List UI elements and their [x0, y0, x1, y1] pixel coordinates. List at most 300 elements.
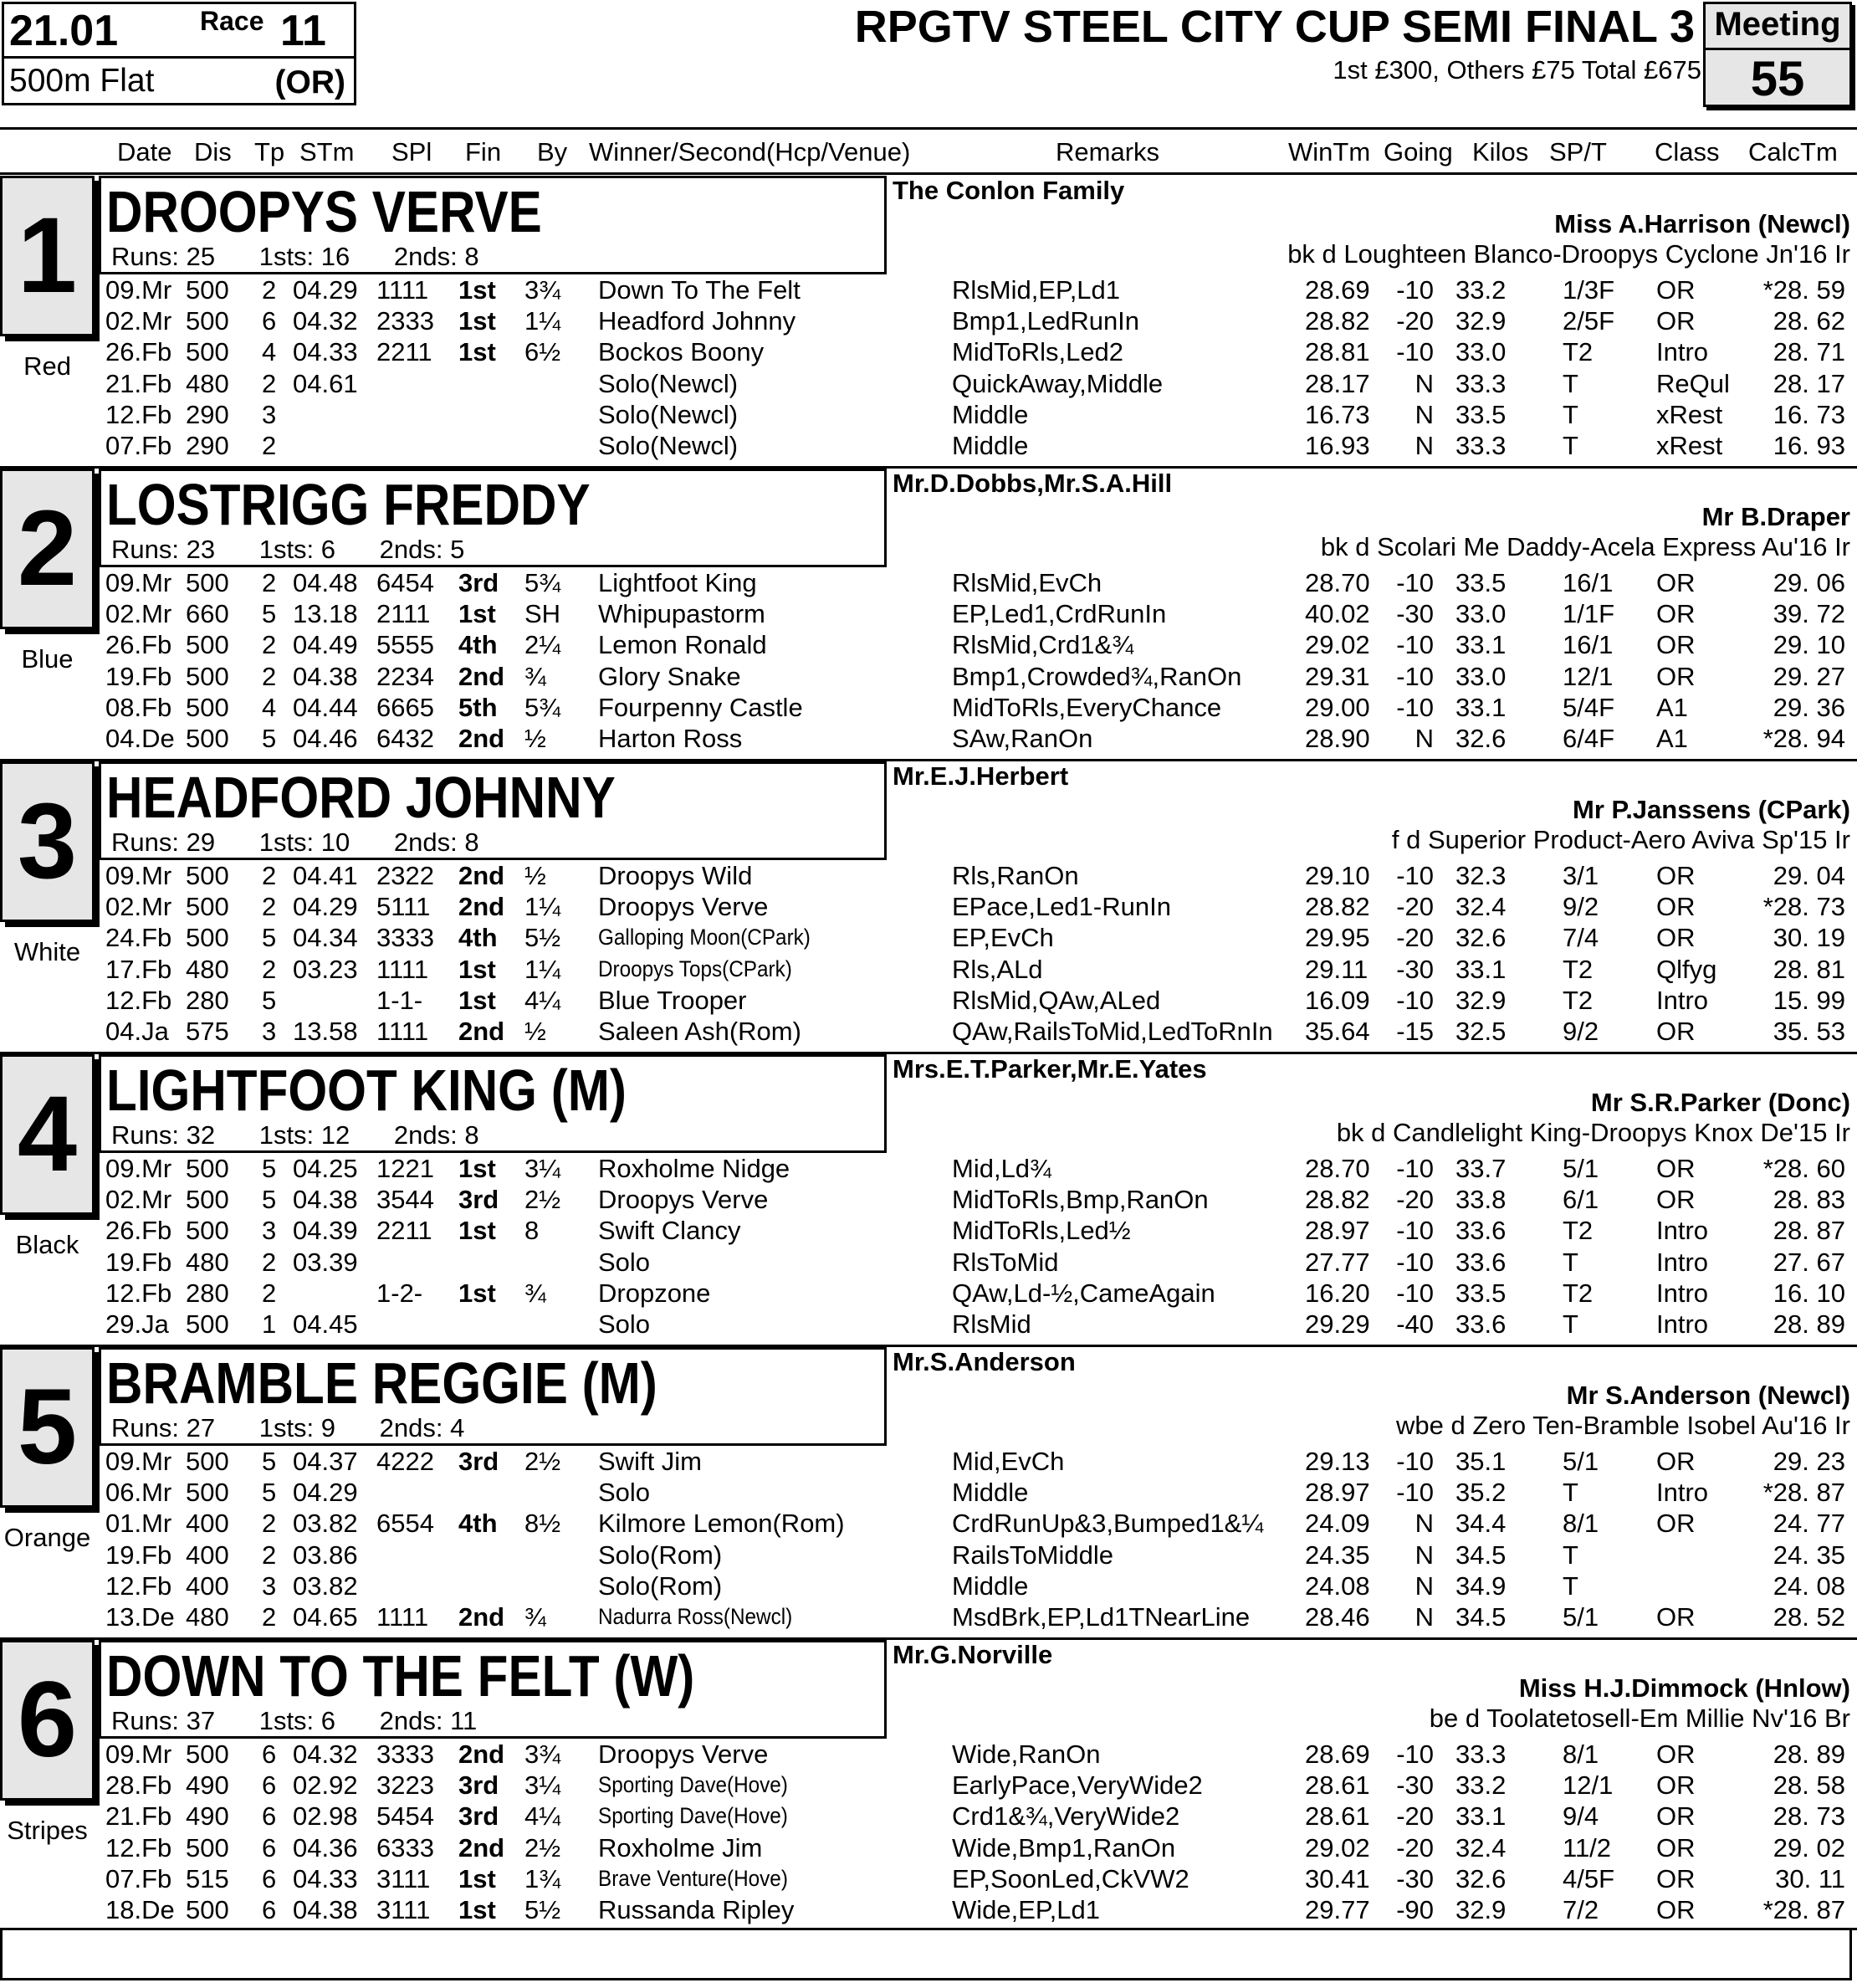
cell-dis: 660 [186, 599, 229, 629]
cell-date: 04.De [105, 724, 175, 753]
cell-fin: 1st [458, 1154, 496, 1183]
cell-winner [598, 1601, 814, 1632]
cell-stm: 02.98 [293, 1801, 358, 1832]
cell-by: 3¾ [524, 275, 561, 305]
cell-dis: 500 [186, 568, 229, 597]
dog-stats [111, 1706, 514, 1736]
cell-tp: 6 [262, 1770, 277, 1801]
cell-by: 4¼ [524, 1801, 561, 1832]
cell-stm: 04.38 [293, 1895, 358, 1924]
cell-going: N [1414, 1540, 1434, 1570]
firsts-count: 1sts: 12 [258, 1120, 350, 1150]
cell-by: 1¼ [524, 954, 561, 984]
cell-remarks: EP,SoonLed,CkVW2 [952, 1863, 1189, 1893]
cell-spt: T2 [1563, 954, 1594, 984]
cell-spl: 6333 [376, 1832, 434, 1862]
trainer-name: Miss H.J.Dimmock (Hnlow) [1518, 1673, 1850, 1703]
form-row [0, 1601, 1857, 1632]
cell-tp: 5 [262, 1154, 277, 1183]
cell-kilos: 33.6 [1455, 1216, 1507, 1246]
cell-dis: 500 [186, 1216, 229, 1246]
cell-dis: 290 [186, 399, 229, 429]
cell-tp: 5 [262, 923, 277, 953]
seconds-count: 2nds: 8 [393, 827, 479, 857]
cell-wintm: 28.82 [1305, 892, 1370, 922]
cell-going: -10 [1396, 661, 1434, 691]
cell-remarks: RlsMid,EP,Ld1 [952, 275, 1121, 305]
cell-wintm: 16.09 [1305, 985, 1370, 1015]
cell-date: 12.Fb [105, 1278, 172, 1308]
cell-date: 21.Fb [105, 368, 172, 398]
runs-count: Runs: 37 [111, 1706, 216, 1735]
trap-number: 2 [17, 489, 78, 608]
cell-spt: 16/1 [1563, 630, 1614, 660]
cell-fin: 3rd [458, 1801, 499, 1832]
col-kilos: Kilos [1472, 137, 1529, 167]
cell-date: 09.Mr [105, 861, 172, 890]
cell-by: 2¼ [524, 630, 561, 660]
race-title-text: RPGTV STEEL CITY CUP SEMI FINAL 3 [854, 2, 1695, 52]
breeding-info: wbe d Zero Ten-Bramble Isobel Au'16 Ir [1396, 1411, 1850, 1440]
cell-date: 12.Fb [105, 1570, 172, 1601]
cell-calc: 16. 10 [1773, 1278, 1845, 1308]
trainer-name: Mr S.Anderson (Newcl) [1566, 1381, 1850, 1410]
cell-going: -20 [1396, 1801, 1434, 1832]
cell-kilos: 33.5 [1455, 568, 1507, 597]
cell-fin: 1st [458, 985, 496, 1015]
form-row [0, 661, 1857, 692]
cell-remarks: Middle [952, 1570, 1029, 1601]
form-row [0, 1153, 1857, 1184]
cell-stm: 03.82 [293, 1570, 358, 1601]
cell-dis: 500 [186, 724, 229, 753]
cell-remarks: RailsToMiddle [952, 1540, 1113, 1570]
cell-stm: 04.38 [293, 1185, 358, 1215]
runner-card [0, 469, 1857, 761]
cell-date: 08.Fb [105, 692, 172, 722]
cell-remarks: Crd1&¾,VeryWide2 [952, 1801, 1180, 1832]
cell-date: 06.Mr [105, 1478, 172, 1508]
cell-by: 4¼ [524, 985, 561, 1015]
trainer-name: Mr B.Draper [1701, 502, 1850, 531]
col-remarks: Remarks [1056, 137, 1160, 167]
cell-winner [598, 954, 814, 985]
cell-going: -10 [1396, 1247, 1434, 1277]
cell-kilos: 33.0 [1455, 661, 1507, 691]
form-row [0, 1184, 1857, 1215]
seconds-count: 2nds: 11 [379, 1706, 478, 1735]
cell-date: 19.Fb [105, 661, 172, 691]
cell-spt: 16/1 [1563, 568, 1614, 597]
form-row [0, 1739, 1857, 1770]
cell-tp: 5 [262, 1185, 277, 1215]
cell-fin: 4th [458, 1509, 498, 1539]
cell-spt: 1/3F [1563, 275, 1615, 305]
trap-number: 3 [17, 781, 78, 901]
cell-remarks: SAw,RanOn [952, 724, 1093, 753]
cell-fin: 2nd [458, 724, 505, 753]
cell-winner: Lightfoot King [598, 568, 757, 597]
cell-kilos: 33.1 [1455, 630, 1507, 660]
cell-by: 1¼ [524, 306, 561, 336]
cell-class: OR [1656, 1154, 1696, 1183]
cell-calc: *28. 94 [1762, 724, 1845, 753]
cell-spl: 2111 [376, 599, 431, 629]
cell-tp: 2 [262, 1247, 277, 1277]
cell-by: ¾ [524, 1278, 546, 1308]
race-time: 21.01 [9, 7, 119, 55]
cell-kilos: 33.1 [1455, 1801, 1507, 1832]
cell-tp: 6 [262, 1801, 277, 1832]
cell-calc: 29. 27 [1773, 661, 1845, 691]
cell-calc: 39. 72 [1773, 599, 1845, 629]
cell-spl: 6665 [376, 692, 434, 722]
owner-name: Mr.E.J.Herbert [893, 761, 1069, 791]
runs-count: Runs: 32 [111, 1120, 216, 1150]
cell-date: 09.Mr [105, 1740, 172, 1769]
form-row [0, 1446, 1857, 1477]
cell-wintm: 16.73 [1305, 399, 1370, 429]
cell-spl: 3333 [376, 1740, 434, 1769]
trap-number: 1 [17, 196, 78, 315]
cell-stm: 13.18 [293, 599, 358, 629]
cell-dis: 500 [186, 306, 229, 336]
form-row [0, 629, 1857, 660]
form-row [0, 1863, 1857, 1894]
firsts-count: 1sts: 10 [258, 827, 350, 857]
cell-calc: 28. 71 [1773, 337, 1845, 367]
cell-remarks: EP,Led1,CrdRunIn [952, 599, 1167, 629]
column-header-divider [0, 172, 1857, 175]
cell-fin: 2nd [458, 861, 505, 890]
form-row [0, 692, 1857, 723]
cell-going: -10 [1396, 985, 1434, 1015]
cell-spt: 12/1 [1563, 661, 1614, 691]
cell-going: -20 [1396, 892, 1434, 922]
cell-date: 29.Ja [105, 1309, 169, 1339]
cell-tp: 3 [262, 1017, 277, 1046]
col-dis: Dis [194, 137, 232, 167]
cell-remarks: RlsToMid [952, 1247, 1059, 1277]
cell-winner-text: Sporting Dave(Hove) [598, 1772, 788, 1798]
cell-dis: 280 [186, 985, 229, 1015]
cell-dis: 500 [186, 892, 229, 922]
cell-dis: 500 [186, 275, 229, 305]
cell-tp: 2 [262, 431, 277, 460]
cell-winner-text: Droopys Tops(CPark) [598, 956, 792, 981]
form-row [0, 1477, 1857, 1508]
race-grade: (OR) [274, 64, 345, 100]
cell-kilos: 33.3 [1455, 1740, 1507, 1769]
cell-going: -10 [1396, 337, 1434, 367]
cell-stm: 04.46 [293, 724, 358, 753]
cell-wintm: 28.70 [1305, 568, 1370, 597]
cell-remarks: RlsMid,EvCh [952, 568, 1102, 597]
cell-calc: 24. 77 [1773, 1509, 1845, 1539]
form-row [0, 399, 1857, 430]
cell-calc: *28. 60 [1762, 1154, 1845, 1183]
cell-remarks: Rls,RanOn [952, 861, 1079, 890]
cell-remarks: Middle [952, 1478, 1029, 1508]
cell-wintm: 28.82 [1305, 306, 1370, 336]
cell-date: 12.Fb [105, 985, 172, 1015]
col-fin: Fin [465, 137, 502, 167]
cell-kilos: 32.6 [1455, 724, 1507, 753]
cell-winner [598, 1770, 809, 1801]
cell-fin: 4th [458, 923, 498, 953]
form-row [0, 274, 1857, 305]
form-row [0, 1540, 1857, 1570]
cell-winner: Solo(Rom) [598, 1540, 723, 1570]
cell-kilos: 35.1 [1455, 1447, 1507, 1476]
cell-tp: 6 [262, 1863, 277, 1893]
cell-kilos: 33.0 [1455, 337, 1507, 367]
cell-wintm: 16.20 [1305, 1278, 1370, 1308]
dog-name [106, 180, 613, 243]
dog-name-box [99, 176, 887, 274]
cell-calc: *28. 73 [1762, 892, 1845, 922]
cell-fin: 1st [458, 1216, 496, 1246]
cell-spt: T [1563, 1540, 1578, 1570]
cell-fin: 1st [458, 954, 496, 984]
cell-stm: 02.92 [293, 1770, 358, 1801]
cell-spl: 2333 [376, 306, 434, 336]
cell-by: ½ [524, 724, 546, 753]
cell-kilos: 33.2 [1455, 275, 1507, 305]
cell-spt: T2 [1563, 1278, 1594, 1308]
cell-kilos: 33.5 [1455, 1278, 1507, 1308]
cell-class: OR [1656, 1017, 1696, 1046]
dog-name [106, 1351, 747, 1415]
cell-class: OR [1656, 661, 1696, 691]
cell-stm: 04.65 [293, 1602, 358, 1632]
cell-winner-text: Sporting Dave(Hove) [598, 1803, 788, 1829]
cell-calc: 28. 58 [1773, 1770, 1845, 1801]
cell-tp: 2 [262, 954, 277, 984]
owner-name: Mr.D.Dobbs,Mr.S.A.Hill [893, 469, 1173, 498]
cell-calc: *28. 87 [1762, 1895, 1845, 1924]
trap-color: Blue [21, 644, 74, 674]
cell-class: OR [1656, 1895, 1696, 1924]
cell-remarks: Middle [952, 431, 1029, 460]
form-row [0, 1801, 1857, 1832]
dog-name [106, 473, 669, 536]
cell-dis: 480 [186, 1247, 229, 1277]
cell-calc: 29. 23 [1773, 1447, 1845, 1476]
cell-by: 2½ [524, 1185, 561, 1215]
cell-tp: 5 [262, 985, 277, 1015]
cell-winner: Headford Johnny [598, 306, 796, 336]
dog-name-box [99, 761, 887, 860]
cell-remarks: Wide,EP,Ld1 [952, 1895, 1100, 1924]
cell-date: 12.Fb [105, 1832, 172, 1862]
cell-calc: 30. 19 [1773, 923, 1845, 953]
cell-dis: 500 [186, 337, 229, 367]
cell-spt: 5/1 [1563, 1154, 1599, 1183]
cell-tp: 5 [262, 724, 277, 753]
cell-spt: 12/1 [1563, 1770, 1614, 1801]
cell-going: -15 [1396, 1017, 1434, 1046]
owner-name: Mrs.E.T.Parker,Mr.E.Yates [893, 1054, 1207, 1084]
cell-wintm: 28.97 [1305, 1478, 1370, 1508]
cell-going: N [1414, 431, 1434, 460]
cell-wintm: 24.35 [1305, 1540, 1370, 1570]
cell-kilos: 32.4 [1455, 892, 1507, 922]
cell-spl: 3111 [376, 1863, 431, 1893]
cell-tp: 6 [262, 1740, 277, 1769]
cell-fin: 2nd [458, 1832, 505, 1862]
cell-stm: 04.34 [293, 923, 358, 953]
trap-color: Orange [3, 1523, 91, 1552]
cell-winner: Swift Clancy [598, 1216, 741, 1246]
cell-calc: 29. 06 [1773, 568, 1845, 597]
cell-by: 2½ [524, 1447, 561, 1476]
cell-calc: 28. 83 [1773, 1185, 1845, 1215]
cell-kilos: 32.9 [1455, 985, 1507, 1015]
cell-spt: 7/2 [1563, 1895, 1599, 1924]
cell-going: -30 [1396, 1770, 1434, 1801]
trap-number: 6 [17, 1660, 78, 1780]
cell-dis: 500 [186, 661, 229, 691]
cell-by: ¾ [524, 661, 546, 691]
cell-calc: *28. 87 [1762, 1478, 1845, 1508]
cell-wintm: 29.95 [1305, 923, 1370, 953]
cell-tp: 2 [262, 630, 277, 660]
col-stm: STm [299, 137, 355, 167]
cell-winner: Roxholme Nidge [598, 1154, 790, 1183]
cell-remarks: Rls,ALd [952, 954, 1043, 984]
cell-going: N [1414, 1602, 1434, 1632]
cell-spl: 3544 [376, 1185, 434, 1215]
cell-kilos: 33.0 [1455, 599, 1507, 629]
cell-tp: 6 [262, 1832, 277, 1862]
cell-going: -30 [1396, 599, 1434, 629]
cell-dis: 515 [186, 1863, 229, 1893]
cell-dis: 480 [186, 954, 229, 984]
cell-date: 26.Fb [105, 337, 172, 367]
cell-going: -10 [1396, 1447, 1434, 1476]
dog-stats [111, 242, 516, 272]
cell-wintm: 35.64 [1305, 1017, 1370, 1046]
cell-spt: 9/2 [1563, 1017, 1599, 1046]
cell-stm: 04.48 [293, 568, 358, 597]
cell-stm: 04.36 [293, 1832, 358, 1862]
cell-class: ReQul [1656, 368, 1730, 398]
cell-tp: 6 [262, 1895, 277, 1924]
cell-spl: 6432 [376, 724, 434, 753]
cell-winner: Kilmore Lemon(Rom) [598, 1509, 845, 1539]
runs-count: Runs: 29 [111, 827, 216, 857]
cell-dis: 500 [186, 1309, 229, 1339]
cell-tp: 6 [262, 306, 277, 336]
cell-by: 5¾ [524, 692, 561, 722]
cell-spl: 2234 [376, 661, 434, 691]
col-calctm: CalcTm [1748, 137, 1838, 167]
cell-fin: 3rd [458, 1185, 499, 1215]
cell-spl: 2211 [376, 1216, 432, 1246]
cell-kilos: 33.1 [1455, 954, 1507, 984]
form-row [0, 985, 1857, 1016]
cell-date: 19.Fb [105, 1247, 172, 1277]
cell-wintm: 24.09 [1305, 1509, 1370, 1539]
cell-fin: 5th [458, 692, 498, 722]
dog-name-text: HEADFORD JOHNNY [106, 765, 616, 830]
cell-wintm: 30.41 [1305, 1863, 1370, 1893]
cell-spt: T [1563, 1570, 1578, 1601]
cell-spl: 2322 [376, 861, 434, 890]
cell-class: A1 [1656, 692, 1688, 722]
cell-stm: 03.39 [293, 1247, 358, 1277]
cell-by: 5¾ [524, 568, 561, 597]
cell-kilos: 34.5 [1455, 1602, 1507, 1632]
cell-wintm: 28.61 [1305, 1770, 1370, 1801]
cell-remarks: QuickAway,Middle [952, 368, 1164, 398]
cell-class: OR [1656, 1602, 1696, 1632]
cell-going: -30 [1396, 954, 1434, 984]
cell-remarks: CrdRunUp&3,Bumped1&¼ [952, 1509, 1264, 1539]
cell-wintm: 29.02 [1305, 1832, 1370, 1862]
cell-kilos: 33.3 [1455, 368, 1507, 398]
form-row [0, 1278, 1857, 1309]
cell-remarks: MsdBrk,EP,Ld1TNearLine [952, 1602, 1251, 1632]
cell-tp: 2 [262, 861, 277, 890]
cell-wintm: 28.70 [1305, 1154, 1370, 1183]
cell-calc: 30. 11 [1775, 1863, 1845, 1893]
trap-color: Stripes [7, 1816, 88, 1845]
cell-dis: 500 [186, 1447, 229, 1476]
trap-number: 5 [17, 1367, 78, 1487]
cell-fin: 2nd [458, 1602, 505, 1632]
cell-spl: 4222 [376, 1447, 434, 1476]
cell-date: 02.Mr [105, 892, 172, 922]
cell-dis: 500 [186, 1832, 229, 1862]
cell-spl: 5111 [376, 892, 431, 922]
cell-calc: 27. 67 [1773, 1247, 1845, 1277]
cell-stm: 04.37 [293, 1447, 358, 1476]
cell-spt: T [1563, 399, 1578, 429]
form-row [0, 1570, 1857, 1601]
cell-fin: 1st [458, 1895, 496, 1924]
cell-wintm: 28.82 [1305, 1185, 1370, 1215]
cell-tp: 2 [262, 892, 277, 922]
form-row [0, 1832, 1857, 1863]
cell-wintm: 28.61 [1305, 1801, 1370, 1832]
cell-winner-text: Nadurra Ross(Newcl) [598, 1604, 793, 1629]
trainer-name: Mr P.Janssens (CPark) [1573, 795, 1850, 824]
cell-kilos: 33.7 [1455, 1154, 1507, 1183]
dog-stats [111, 1120, 516, 1150]
breeding-info: bk d Scolari Me Daddy-Acela Express Au'16 Ir [1320, 532, 1850, 561]
cell-tp: 2 [262, 368, 277, 398]
cell-kilos: 33.6 [1455, 1309, 1507, 1339]
cell-class: Intro [1656, 1309, 1709, 1339]
cell-remarks: RlsMid,Crd1&¾ [952, 630, 1134, 660]
cell-calc: 28. 62 [1773, 306, 1845, 336]
cell-by: 2½ [524, 1832, 561, 1862]
form-row [0, 1894, 1857, 1925]
cell-date: 28.Fb [105, 1770, 172, 1801]
cell-spl: 1111 [376, 275, 429, 305]
cell-tp: 2 [262, 275, 277, 305]
cell-spt: 4/5F [1563, 1863, 1615, 1893]
cell-dis: 400 [186, 1570, 229, 1601]
cell-winner: Droopys Wild [598, 861, 753, 890]
trap-color: White [13, 937, 81, 966]
cell-fin: 1st [458, 337, 496, 367]
cell-stm: 04.41 [293, 861, 358, 890]
dog-name-box [99, 1640, 887, 1739]
cell-remarks: EarlyPace,VeryWide2 [952, 1770, 1203, 1801]
